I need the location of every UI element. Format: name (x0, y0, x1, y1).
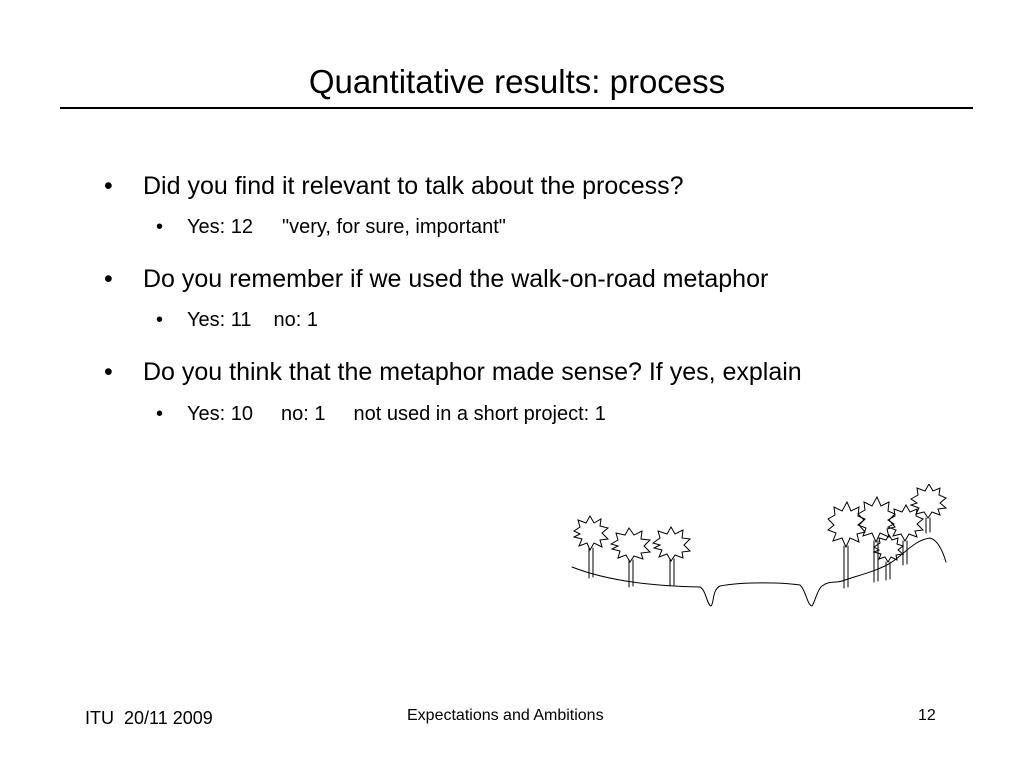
footer-presentation-title: Expectations and Ambitions (407, 707, 604, 724)
slide-title: Quantitative results: process (308, 63, 726, 100)
answer-count: no: 1 (273, 309, 318, 331)
page-number: 12 (918, 707, 936, 724)
footer-date: ITU 20/11 2009 (85, 708, 213, 728)
answer-count: Yes: 12 (187, 216, 253, 238)
answer-count: Yes: 10 (187, 403, 253, 425)
answer-count: Yes: 11 (187, 309, 252, 331)
answer-comment: not used in a short project: 1 (353, 403, 606, 425)
answer-item (156, 215, 506, 239)
answer-count: no: 1 (281, 403, 326, 425)
question-text: Do you remember if we used the walk-on-road metaphor (143, 265, 769, 293)
answer-comment: "very, for sure, important" (282, 216, 506, 238)
answer-item (156, 308, 318, 332)
bullet-icon: • (104, 265, 113, 293)
tree-icon (574, 516, 608, 578)
question-text: Did you find it relevant to talk about the process? (143, 172, 684, 200)
answer-item (156, 402, 606, 426)
question-item (104, 357, 802, 387)
road-with-trees-drawing (560, 484, 960, 614)
question-text: Do you think that the metaphor made sense? If yes, explain (143, 358, 802, 386)
tree-icon (611, 528, 650, 587)
bullet-icon: • (156, 403, 164, 425)
bullet-icon: • (156, 309, 164, 331)
title-divider (60, 107, 973, 109)
question-item (104, 264, 769, 294)
bullet-icon: • (104, 172, 113, 200)
tree-icon (653, 527, 690, 586)
question-item (104, 171, 684, 201)
tree-icon (911, 484, 946, 533)
bullet-icon: • (156, 216, 164, 238)
bullet-icon: • (104, 358, 113, 386)
